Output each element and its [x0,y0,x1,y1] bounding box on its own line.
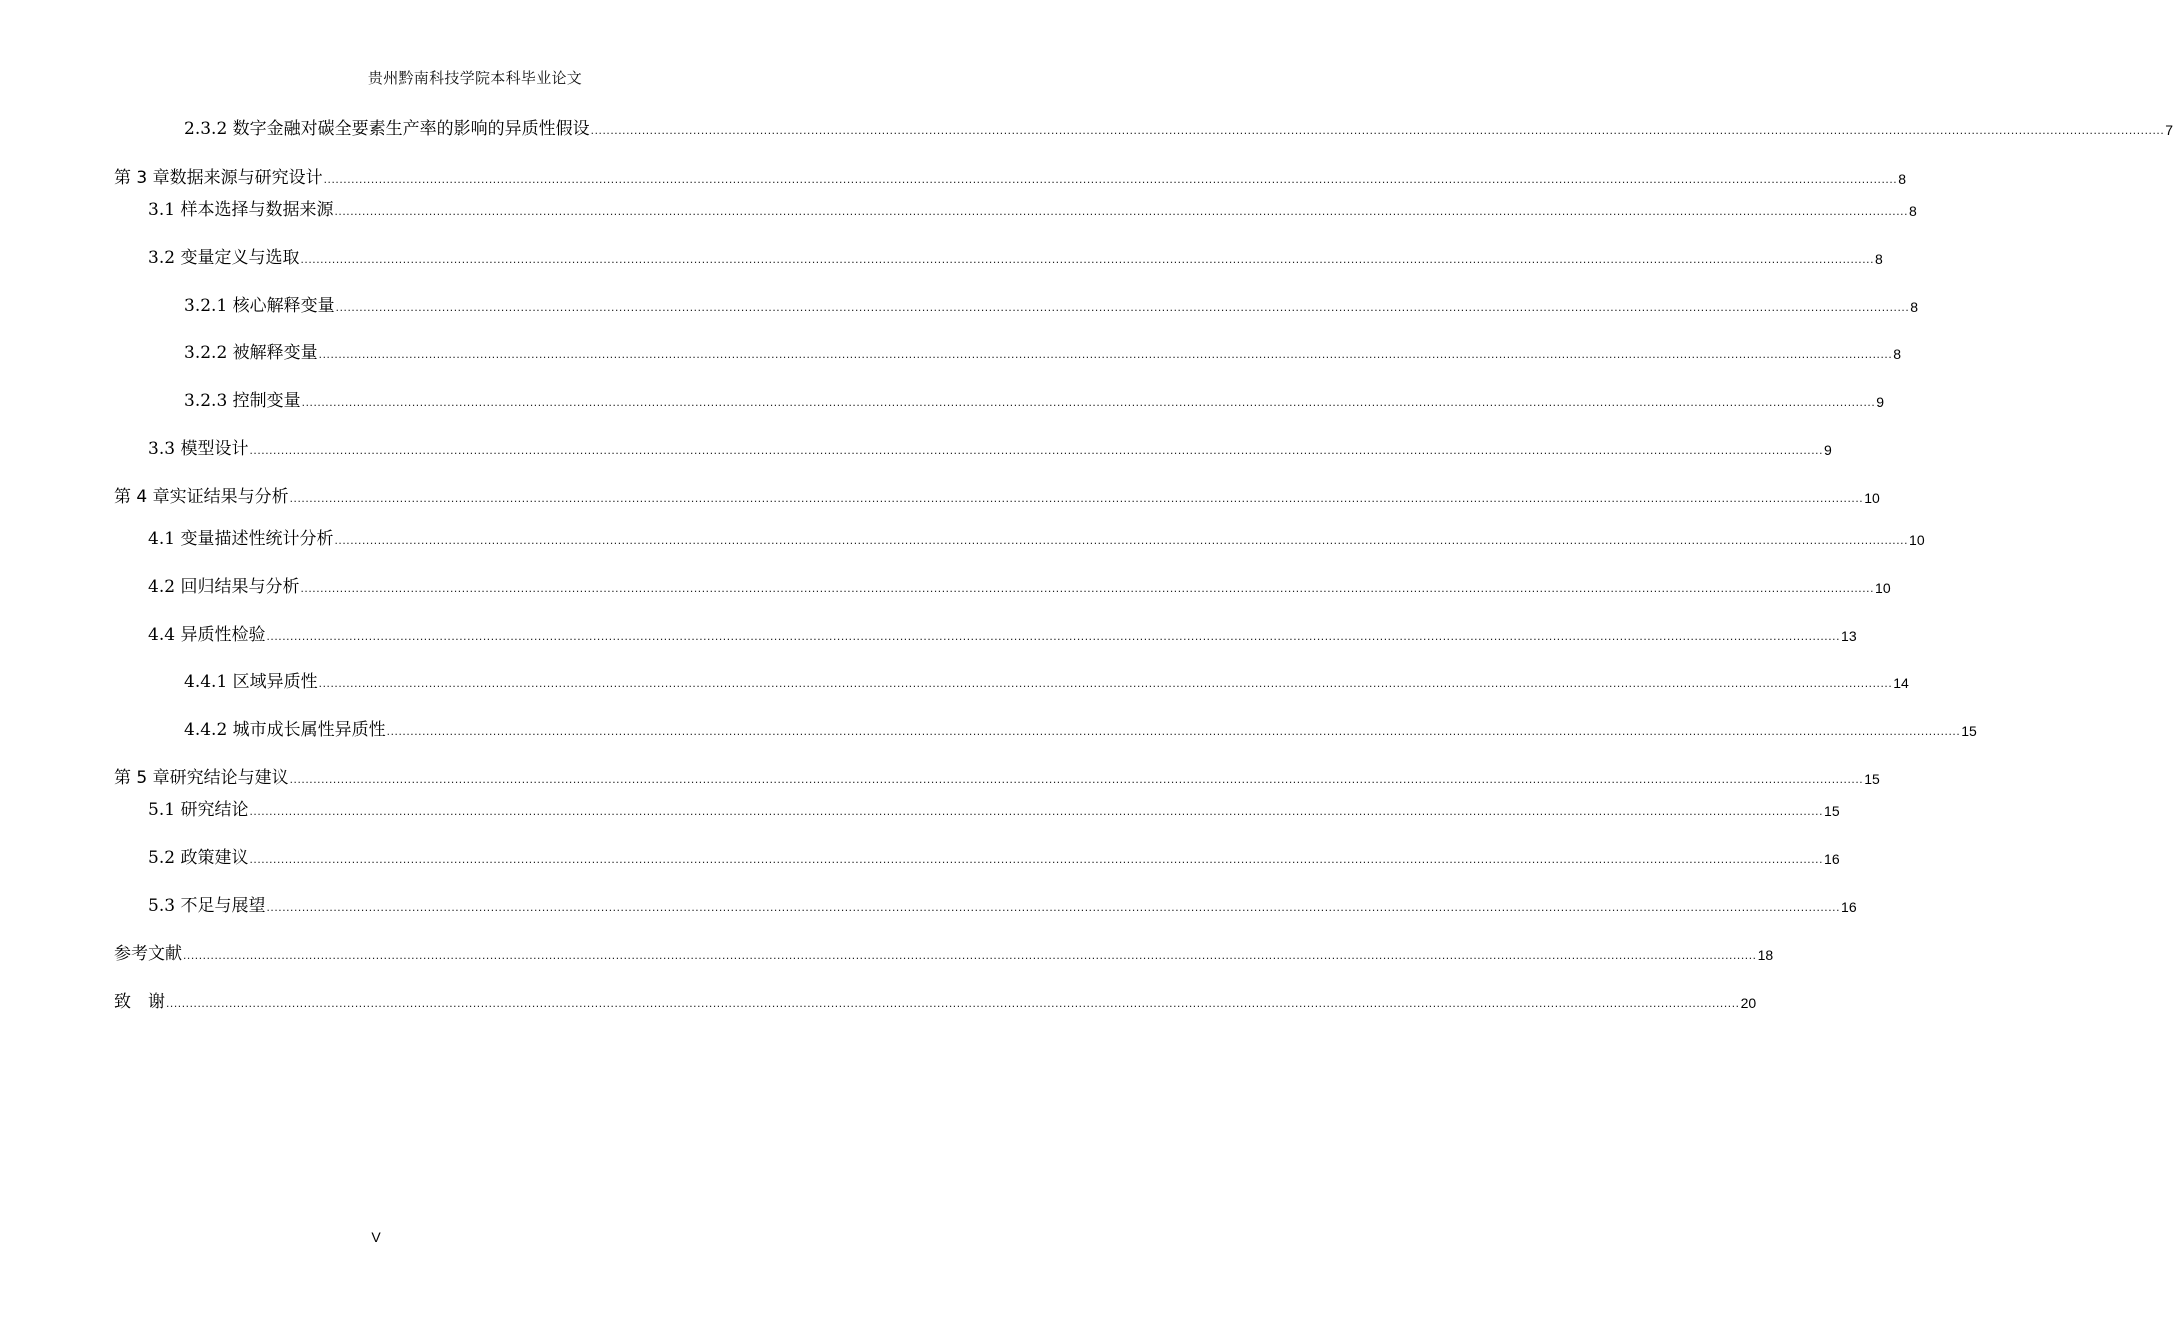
toc-entry-page-number: 15 [1961,723,1977,739]
toc-entry-page-number: 15 [1824,803,1840,819]
toc-entry[interactable] [184,670,1909,694]
toc-dot-leader: ................................................................................................................................................................................................................................................................................................................................................................................................................ [289,491,1864,505]
toc-entry[interactable] [184,389,1885,413]
toc-entry-page-number: 18 [1757,947,1774,963]
toc-entry-title: 4.4 异质性检验 [148,625,266,645]
toc-dot-leader: ................................................................................................................................................................................................................................................................................................................................................................................................................ [249,804,1824,818]
toc-entry[interactable] [114,166,1907,190]
toc-entry-title: 3.2.1 核心解释变量 [184,296,335,316]
toc-entry-page-number: 16 [1841,899,1857,915]
toc-entry-title: 4.4.1 区域异质性 [184,672,318,692]
toc-entry-page-number: 16 [1824,851,1840,867]
toc-entry-page-number: 9 [1876,394,1885,410]
toc-entry-page-number: 8 [1898,171,1907,187]
toc-entry[interactable] [148,894,1857,918]
toc-entry-page-number: 10 [1909,532,1925,548]
toc-dot-leader: ................................................................................................................................................................................................................................................................................................................................................................................................................ [590,123,2165,137]
toc-entry-title: 4.4.2 城市成长属性异质性 [184,720,386,740]
toc-entry-title: 5.1 研究结论 [148,800,249,820]
toc-entry[interactable] [114,485,1880,509]
toc-dot-leader: ................................................................................................................................................................................................................................................................................................................................................................................................................ [249,443,1824,457]
toc-entry[interactable] [148,575,1891,599]
toc-entry-title: 3.2.2 被解释变量 [184,343,318,363]
toc-dot-leader: ................................................................................................................................................................................................................................................................................................................................................................................................................ [300,581,1875,595]
toc-entry[interactable] [184,117,2173,141]
toc-entry[interactable] [184,294,1919,318]
toc-entry[interactable] [148,437,1832,461]
toc-entry-page-number: 8 [1875,251,1883,267]
toc-entry[interactable] [184,341,1902,365]
toc-dot-leader: ................................................................................................................................................................................................................................................................................................................................................................................................................ [334,204,1909,218]
toc-entry-title: 4.2 回归结果与分析 [148,577,300,597]
toc-entry-page-number: 8 [1893,346,1902,362]
toc-dot-leader: ................................................................................................................................................................................................................................................................................................................................................................................................................ [318,347,1893,361]
toc-dot-leader: ................................................................................................................................................................................................................................................................................................................................................................................................................ [300,252,1875,266]
toc-dot-leader: ................................................................................................................................................................................................................................................................................................................................................................................................................ [166,996,1740,1010]
toc-entry-title: 4.1 变量描述性统计分析 [148,529,334,549]
running-header: 贵州黔南科技学院本科毕业论文 [367,69,583,87]
toc-dot-leader: ................................................................................................................................................................................................................................................................................................................................................................................................................ [318,676,1893,690]
toc-entry-page-number: 13 [1841,628,1857,644]
toc-dot-leader: ................................................................................................................................................................................................................................................................................................................................................................................................................ [323,172,1898,186]
toc-entry[interactable] [148,846,1840,870]
toc-entry-title: 5.2 政策建议 [148,848,249,868]
toc-entry-title: 参考文献 [114,944,182,964]
toc-entry-title: 5.3 不足与展望 [148,896,266,916]
toc-entry-title: 第 5 章研究结论与建议 [114,768,289,788]
toc-dot-leader: ................................................................................................................................................................................................................................................................................................................................................................................................................ [335,300,1910,314]
toc-dot-leader: ................................................................................................................................................................................................................................................................................................................................................................................................................ [249,852,1824,866]
toc-entry-title: 第 4 章实证结果与分析 [114,487,289,507]
toc-entry-title: 致 谢 [114,992,165,1012]
toc-entry[interactable] [184,718,1977,742]
toc-entry[interactable] [114,766,1880,790]
toc-dot-leader: ................................................................................................................................................................................................................................................................................................................................................................................................................ [266,900,1841,914]
toc-dot-leader: ................................................................................................................................................................................................................................................................................................................................................................................................................ [386,724,1961,738]
toc-entry-title: 2.3.2 数字金融对碳全要素生产率的影响的异质性假设 [184,119,590,139]
toc-dot-leader: ................................................................................................................................................................................................................................................................................................................................................................................................................ [266,629,1841,643]
toc-dot-leader: ................................................................................................................................................................................................................................................................................................................................................................................................................ [183,948,1757,962]
toc-entry[interactable] [148,198,1917,222]
toc-entry[interactable] [148,527,1925,551]
toc-entry[interactable] [114,990,1757,1014]
toc-entry[interactable] [148,798,1840,822]
toc-dot-leader: ................................................................................................................................................................................................................................................................................................................................................................................................................ [301,395,1876,409]
toc-entry[interactable] [148,623,1857,647]
toc-entry-title: 第 3 章数据来源与研究设计 [114,168,323,188]
toc-entry-page-number: 14 [1893,675,1909,691]
toc-entry-page-number: 8 [1909,203,1917,219]
toc-entry[interactable] [114,942,1774,966]
toc-entry-title: 3.3 模型设计 [148,439,249,459]
toc-entry-title: 3.2.3 控制变量 [184,391,301,411]
toc-entry-page-number: 10 [1875,580,1891,596]
toc-entry-page-number: 20 [1740,995,1757,1011]
page-number: V [371,1229,381,1245]
toc-entry-page-number: 10 [1864,490,1880,506]
toc-dot-leader: ................................................................................................................................................................................................................................................................................................................................................................................................................ [289,772,1864,786]
toc-entry-page-number: 9 [1824,442,1832,458]
toc-entry[interactable] [148,246,1883,270]
toc-entry-page-number: 8 [1910,299,1919,315]
toc-entry-page-number: 15 [1864,771,1880,787]
toc-entry-title: 3.2 变量定义与选取 [148,248,300,268]
toc-entry-title: 3.1 样本选择与数据来源 [148,200,334,220]
toc-entry-page-number: 7 [2165,122,2173,138]
toc-dot-leader: ................................................................................................................................................................................................................................................................................................................................................................................................................ [334,533,1909,547]
